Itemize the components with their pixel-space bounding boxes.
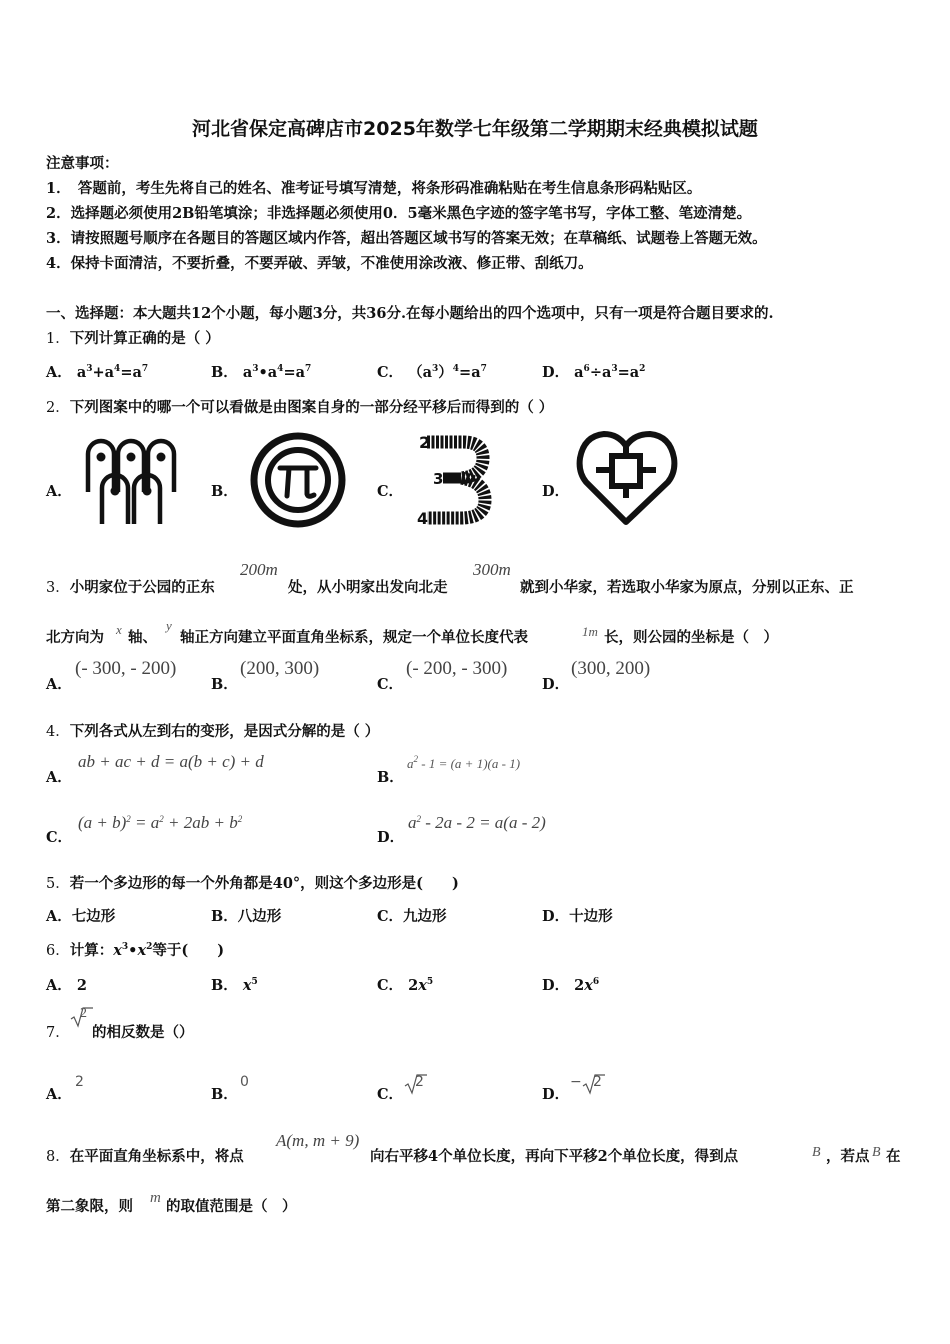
- question-3-line2b: 轴、: [128, 629, 157, 646]
- q3-option-b-label[interactable]: B．: [211, 676, 238, 693]
- q2-option-b[interactable]: B．: [211, 483, 238, 500]
- q5-option-b[interactable]: B．八边形: [211, 908, 282, 925]
- question-8-line1: 8．在平面直角坐标系中，将点: [46, 1148, 244, 1165]
- q7-option-d[interactable]: 2: [593, 1074, 602, 1090]
- arch-top-mid: [118, 441, 144, 492]
- q3-option-b[interactable]: (200, 300): [240, 658, 320, 679]
- q6-option-d[interactable]: D． $2x^6$: [542, 977, 600, 994]
- pi-symbol: [280, 468, 316, 496]
- q3-option-d-label[interactable]: D．: [542, 676, 570, 693]
- q1-option-c[interactable]: C． $(a^3)^4=a^7$: [377, 364, 487, 381]
- question-4-stem: 4．下列各式从左到右的变形，是因式分解的是（ ）: [46, 723, 380, 740]
- q2-option-d[interactable]: D．: [542, 483, 570, 500]
- q7-option-c[interactable]: 2: [415, 1074, 424, 1090]
- notice-heading: 注意事项：: [46, 155, 119, 172]
- q3-option-d[interactable]: (300, 200): [571, 658, 651, 679]
- q2-option-a[interactable]: A．: [46, 483, 72, 500]
- question-8-line2b: 的取值范围是（ ）: [166, 1198, 297, 1215]
- q4-option-c[interactable]: $(a + b)^2 = a^2 + 2ab + b^2$: [78, 813, 243, 832]
- q2-figure-a: [80, 432, 184, 528]
- q1-option-d[interactable]: D． $a^6\div a^3=a^2$: [542, 364, 646, 381]
- q7-option-a-label[interactable]: A．: [46, 1086, 72, 1103]
- q3-option-c[interactable]: (- 200, - 300): [406, 658, 508, 679]
- q3-dist-200m: 200m: [240, 560, 278, 579]
- notice-item-2: 2．选择题必须使用2B铅笔填涂；非选择题必须使用0．5毫米黑色字迹的签字笔书写，字体工整、笔迹清楚。: [46, 205, 752, 222]
- question-3-line1: 3．小明家位于公园的正东: [46, 579, 215, 596]
- q2-figure-d: [576, 430, 682, 528]
- q4-option-b[interactable]: $a^2 - 1 = (a + 1)(a - 1)$: [407, 754, 521, 771]
- q8-point-b: B: [812, 1145, 821, 1160]
- question-8-line1d: 在: [886, 1148, 901, 1165]
- q4-option-b-label[interactable]: B．: [377, 769, 404, 786]
- question-3-line2c: 轴正方向建立平面直角坐标系，规定一个单位长度代表: [180, 629, 528, 646]
- q7-option-b-label[interactable]: B．: [211, 1086, 238, 1103]
- q7-option-b[interactable]: 0: [240, 1074, 249, 1090]
- question-8-line2a: 第二象限，则: [46, 1198, 133, 1215]
- question-2-stem: 2．下列图案中的哪一个可以看做是由图案自身的一部分经平移后而得到的（ ）: [46, 399, 554, 416]
- q4-option-a-label[interactable]: A．: [46, 769, 72, 786]
- q3-option-a[interactable]: (- 300, - 200): [75, 658, 177, 679]
- q8-m-var: m: [150, 1190, 161, 1206]
- notice-item-4: 4．保持卡面清洁，不要折叠，不要弄破、弄皱，不准使用涂改液、修正带、刮纸刀。: [46, 255, 593, 272]
- q6-option-c[interactable]: C． $2x^5$: [377, 977, 434, 994]
- q3-unit: 1m: [582, 624, 598, 639]
- q4-option-d[interactable]: $a^2 - 2a - 2 = a(a - 2)$: [408, 813, 546, 832]
- q2-figure-b: [244, 432, 352, 528]
- question-7-num: 7．: [46, 1025, 70, 1041]
- q8-point-b-2: B: [872, 1145, 881, 1160]
- section-heading: 一、选择题：本大题共12个小题，每小题3分，共36分.在每小题给出的四个选项中，只有一项是符合题目要求的.: [46, 305, 774, 322]
- question-3-line1c: 就到小华家，若选取小华家为原点，分别以正东、正: [520, 579, 854, 596]
- digit-3: 3: [433, 470, 444, 488]
- q7-option-d-minus: −: [570, 1074, 582, 1090]
- q3-y-var: y: [166, 618, 172, 633]
- q5-option-c[interactable]: C．九边形: [377, 908, 447, 925]
- q7-option-a[interactable]: 2: [75, 1074, 84, 1090]
- q1-option-b[interactable]: B． $a^3•a^4=a^7$: [211, 364, 312, 381]
- page-title: 河北省保定高碑店市2025年数学七年级第二学期期末经典模拟试题: [192, 118, 758, 140]
- q7-radicand: 2: [80, 1006, 87, 1021]
- q6-option-a[interactable]: A． 2: [46, 977, 87, 994]
- question-3-line2a: 北方向为: [46, 629, 104, 646]
- q3-option-a-label[interactable]: A．: [46, 676, 72, 693]
- question-1-stem: 1．下列计算正确的是（ ）: [46, 330, 220, 347]
- q7-option-d-label[interactable]: D．: [542, 1086, 570, 1103]
- q6-option-b[interactable]: B． $x^5$: [211, 977, 258, 994]
- q3-dist-300m: 300m: [473, 560, 511, 579]
- notice-item-3: 3．请按照题号顺序在各题目的答题区域内作答，超出答题区域书写的答案无效；在草稿纸、试题卷上答题无效。: [46, 230, 767, 247]
- digit-2: 2: [419, 433, 431, 452]
- q7-option-c-label[interactable]: C．: [377, 1086, 404, 1103]
- question-8-line1c: ，若点: [826, 1148, 870, 1165]
- question-3-line1b: 处，从小明家出发向北走: [288, 579, 448, 596]
- q4-option-a[interactable]: ab + ac + d = a(b + c) + d: [78, 752, 264, 771]
- digit-4: 4: [417, 509, 429, 528]
- q3-x-var: x: [116, 622, 122, 637]
- q2-option-c[interactable]: C．: [377, 483, 404, 500]
- question-7-stem: 的相反数是（）: [92, 1024, 194, 1041]
- q8-point-a: A(m, m + 9): [276, 1131, 360, 1150]
- q3-option-c-label[interactable]: C．: [377, 676, 404, 693]
- question-6-stem: 6．计算：$x^3•x^2$等于( ): [46, 942, 225, 959]
- q4-option-d-label[interactable]: D．: [377, 829, 405, 846]
- question-5-stem: 5．若一个多边形的每一个外角都是40°，则这个多边形是( ): [46, 875, 459, 892]
- q1-option-a[interactable]: A． $a^3+a^4=a^7$: [46, 364, 149, 381]
- notice-item-1: 1． 答题前，考生先将自己的姓名、准考证号填写清楚，将条形码准确粘贴在考生信息条形码粘贴区。: [46, 180, 702, 197]
- question-8-line1b: 向右平移4个单位长度，再向下平移2个单位长度，得到点: [370, 1148, 739, 1165]
- question-3-line2d: 长，则公园的坐标是（ ）: [604, 629, 778, 646]
- q4-option-c-label[interactable]: C．: [46, 829, 73, 846]
- q2-figure-c: [413, 430, 493, 528]
- q5-option-d[interactable]: D．十边形: [542, 908, 613, 925]
- q5-option-a[interactable]: A．七边形: [46, 908, 116, 925]
